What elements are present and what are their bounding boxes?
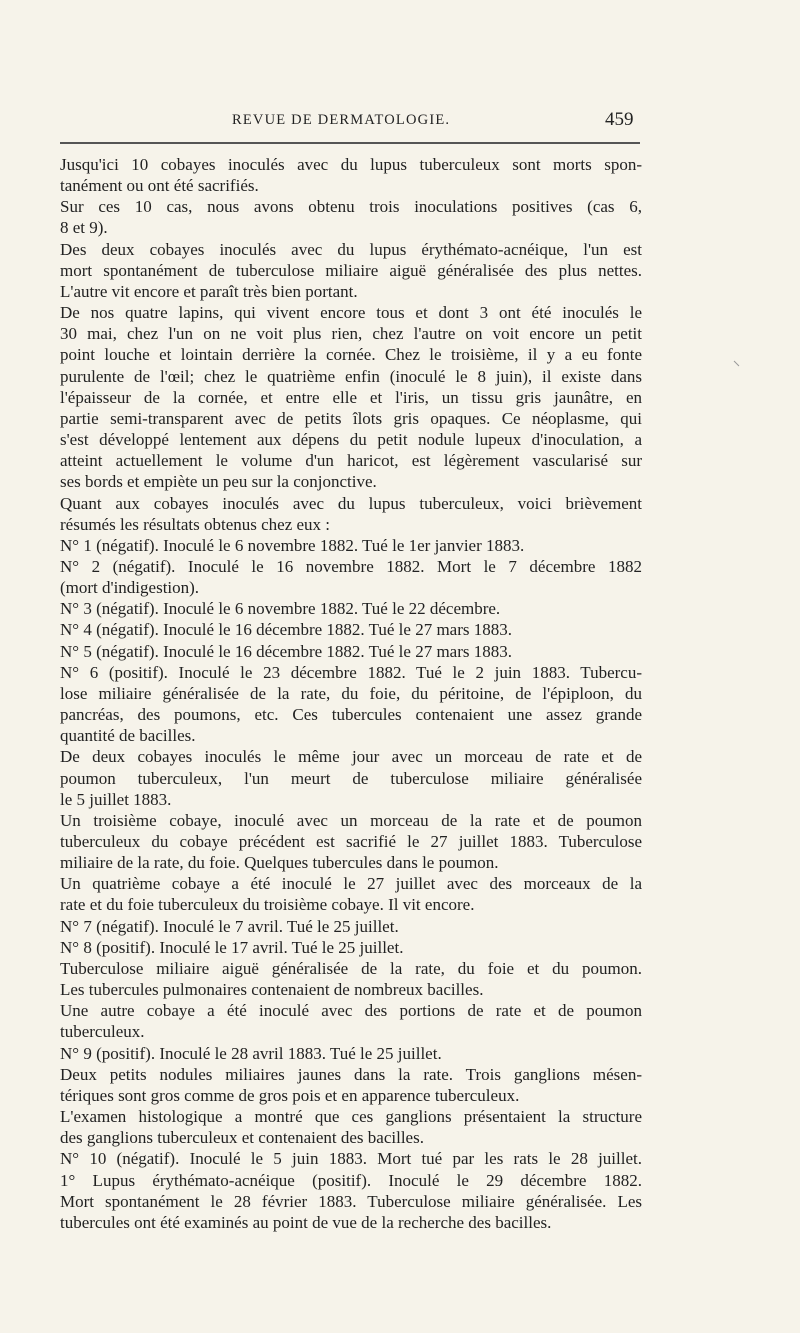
running-head — [0, 109, 800, 134]
text-line: s'est développé lentement aux dépens du petit nodule lupeux d'inoculation, a — [60, 430, 642, 450]
stray-mark — [734, 361, 740, 367]
text-line: Jusqu'ici 10 cobayes inoculés avec du lupus tuberculeux sont morts spon- — [60, 155, 642, 174]
running-title: REVUE DE DERMATOLOGIE. — [232, 112, 451, 128]
text-line: Des deux cobayes inoculés avec du lupus érythémato-acnéique, l'un est — [60, 239, 642, 259]
text-line: tériques sont gros comme de gros pois et en apparence tuberculeux. — [60, 1085, 520, 1105]
text-line: tubercules ont été examinés au point de vue de la recherche des bacilles. — [60, 1212, 552, 1232]
text-line: De deux cobayes inoculés le même jour avec un morceau de rate et de — [60, 747, 642, 767]
text-line: Sur ces 10 cas, nous avons obtenu trois inoculations positives (cas 6, — [60, 197, 642, 217]
text-line: l'épaisseur de la cornée, et entre elle et l'iris, un tissu gris jaunâtre, en — [60, 387, 642, 407]
text-line: Un troisième cobaye, inoculé avec un morceau de la rate et de poumon — [60, 810, 642, 830]
text-line: des ganglions tuberculeux et contenaient des bacilles. — [60, 1128, 424, 1148]
text-line: partie semi-transparent avec de petits îlots gris opaques. Ce néoplasme, qui — [60, 408, 642, 428]
text-line: N° 9 (positif). Inoculé le 28 avril 1883. Tué le 25 juillet. — [60, 1043, 442, 1063]
text-line: tanément ou ont été sacrifiés. — [60, 176, 259, 196]
text-line: purulente de l'œil; chez le quatrième enfin (inoculé le 8 juin), il existe dans — [60, 366, 642, 386]
body-text — [60, 154, 642, 1233]
text-line: lose miliaire généralisée de la rate, du foie, du péritoine, de l'épiploon, du — [60, 683, 642, 703]
text-line: N° 6 (positif). Inoculé le 23 décembre 1882. Tué le 2 juin 1883. Tubercu- — [60, 662, 642, 682]
text-line: Tuberculose miliaire aiguë généralisée de la rate, du foie et du poumon. — [60, 958, 642, 978]
text-line: Mort spontanément le 28 février 1883. Tuberculose miliaire généralisée. Les — [60, 1191, 642, 1211]
text-line: Quant aux cobayes inoculés avec du lupus tuberculeux, voici brièvement — [60, 493, 642, 513]
page-number: 459 — [605, 109, 634, 130]
text-line: N° 1 (négatif). Inoculé le 6 novembre 1882. Tué le 1er janvier 1883. — [60, 535, 525, 555]
text-line: 30 mai, chez l'un on ne voit plus rien, chez l'autre on voit encore un petit — [60, 324, 642, 344]
text-line: quantité de bacilles. — [60, 726, 196, 746]
text-line: 8 et 9). — [60, 218, 108, 238]
text-line: pancréas, des poumons, etc. Ces tubercules contenaient une assez grande — [60, 705, 642, 725]
text-line: Une autre cobaye a été inoculé avec des portions de rate et de poumon — [60, 1001, 642, 1021]
text-line: N° 3 (négatif). Inoculé le 6 novembre 1882. Tué le 22 décembre. — [60, 599, 501, 619]
text-line: tuberculeux du cobaye précédent est sacrifié le 27 juillet 1883. Tuberculose — [60, 832, 642, 851]
text-line: mort spontanément de tuberculose miliaire aiguë généralisée des plus nettes. — [60, 260, 642, 280]
text-line: le 5 juillet 1883. — [60, 789, 172, 809]
text-line: atteint actuellement le volume d'un haricot, est légèrement vascularisé sur — [60, 451, 642, 471]
text-line: 1° Lupus érythémato-acnéique (positif). Inoculé le 29 décembre 1882. — [60, 1170, 642, 1190]
text-line: L'autre vit encore et paraît très bien portant. — [60, 281, 358, 301]
header-rule — [60, 142, 640, 144]
text-line: N° 10 (négatif). Inoculé le 5 juin 1883. Mort tué par les rats le 28 juillet. — [60, 1149, 642, 1169]
text-line: tuberculeux. — [60, 1022, 145, 1042]
text-line: (mort d'indigestion). — [60, 578, 200, 598]
text-line: N° 4 (négatif). Inoculé le 16 décembre 1882. Tué le 27 mars 1883. — [60, 620, 512, 640]
text-line: Deux petits nodules miliaires jaunes dans la rate. Trois ganglions mésen- — [60, 1064, 642, 1084]
text-line: N° 5 (négatif). Inoculé le 16 décembre 1882. Tué le 27 mars 1883. — [60, 641, 512, 661]
text-line: L'examen histologique a montré que ces ganglions présentaient la structure — [60, 1107, 642, 1127]
text-line: N° 7 (négatif). Inoculé le 7 avril. Tué le 25 juillet. — [60, 916, 399, 936]
text-line: De nos quatre lapins, qui vivent encore tous et dont 3 ont été inoculés le — [60, 303, 642, 323]
text-line: poumon tuberculeux, l'un meurt de tuberculose miliaire généralisée — [60, 768, 642, 788]
text-line: Un quatrième cobaye a été inoculé le 27 juillet avec des morceaux de la — [60, 874, 642, 894]
text-line: Les tubercules pulmonaires contenaient de nombreux bacilles. — [60, 980, 484, 1000]
text-line: résumés les résultats obtenus chez eux : — [60, 514, 331, 534]
text-line: N° 8 (positif). Inoculé le 17 avril. Tué le 25 juillet. — [60, 937, 404, 957]
text-line: miliaire de la rate, du foie. Quelques tubercules dans le poumon. — [60, 853, 499, 873]
text-line: point louche et lointain derrière la cornée. Chez le troisième, il y a eu fonte — [60, 345, 642, 365]
text-line: rate et du foie tuberculeux du troisième cobaye. Il vit encore. — [60, 895, 475, 915]
text-line: ses bords et empiète un peu sur la conjonctive. — [60, 472, 377, 492]
text-line: N° 2 (négatif). Inoculé le 16 novembre 1882. Mort le 7 décembre 1882 — [60, 556, 642, 576]
